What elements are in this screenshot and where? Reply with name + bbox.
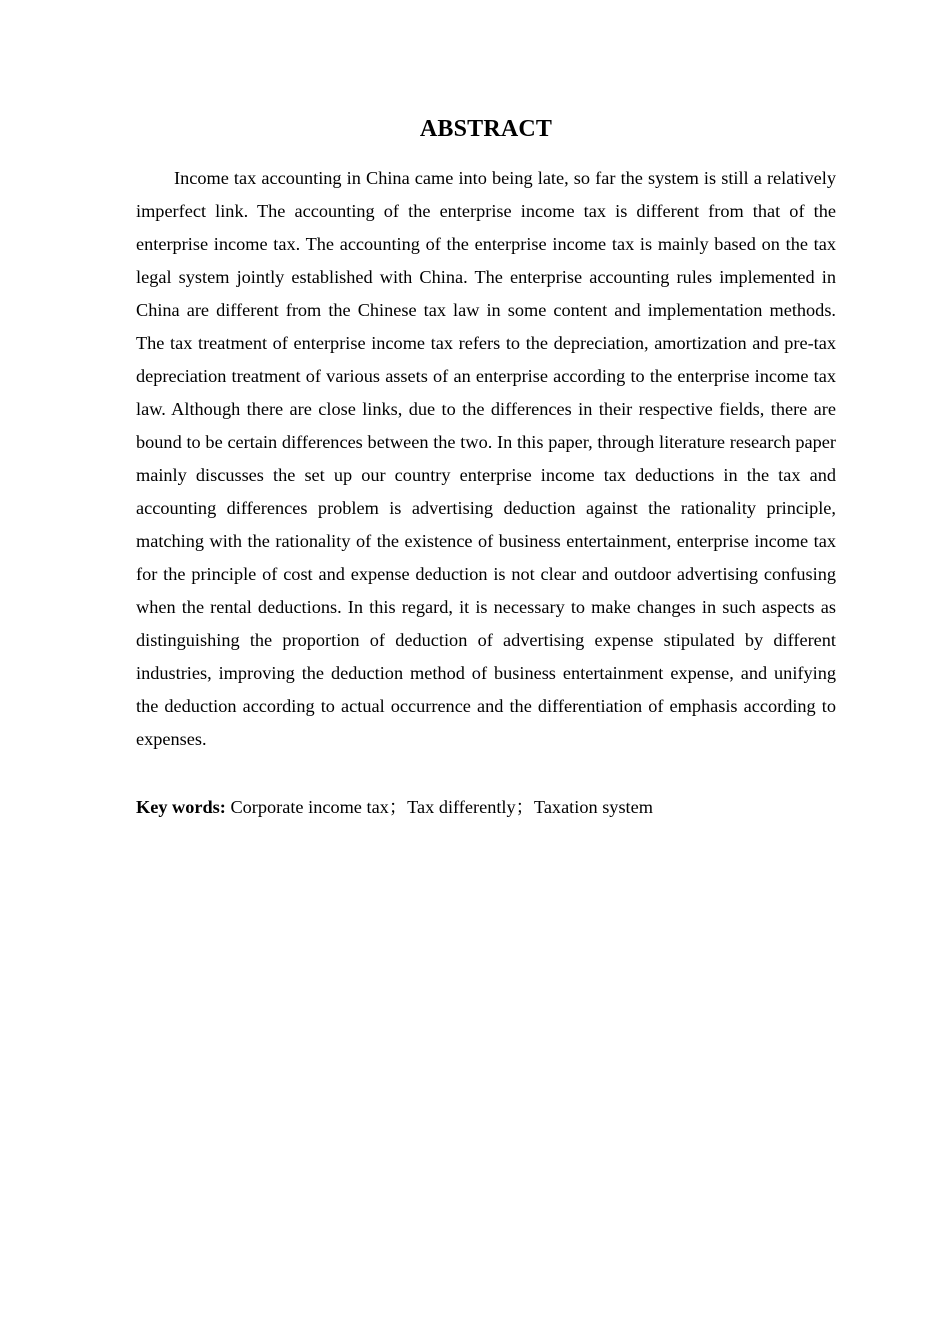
abstract-paragraph: Income tax accounting in China came into being late, so far the system is still a relatively imperfect link. The accounting of the enterprise income tax is different from that of the enterprise income tax. The accounting of the enterprise income tax is mainly based on the tax legal system jointly established with China. The enterprise accounting rules implemented in China are different from the Chinese tax law in some content and implementation methods. The tax treatment of enterprise income tax refers to the depreciation, amortization and pre-tax depreciation treatment of various assets of an enterprise according to the enterprise income tax law. Although there are close links, due to the differences in their respective fields, there are bound to be certain differences between the two. In this paper, through literature research paper mainly discusses the set up our country enterprise income tax deductions in the tax and accounting differences problem is advertising deduction against the rationality principle, matching with the rationality of the existence of business entertainment, enterprise income tax for the principle of cost and expense deduction is not clear and outdoor advertising confusing when the rental deductions. In this regard, it is necessary to make changes in such aspects as distinguishing the proportion of deduction of advertising expense stipulated by different industries, improving the deduction method of business entertainment expense, and unifying the deduction according to actual occurrence and the differentiation of emphasis according to expenses. xyxy=(136,168,836,749)
abstract-section xyxy=(136,112,836,824)
keywords-label: Key words: xyxy=(136,797,226,817)
abstract-title: ABSTRACT xyxy=(419,116,553,142)
keywords-value: Corporate income tax；Tax differently；Taxation system xyxy=(225,797,653,817)
keywords-line xyxy=(136,791,836,824)
